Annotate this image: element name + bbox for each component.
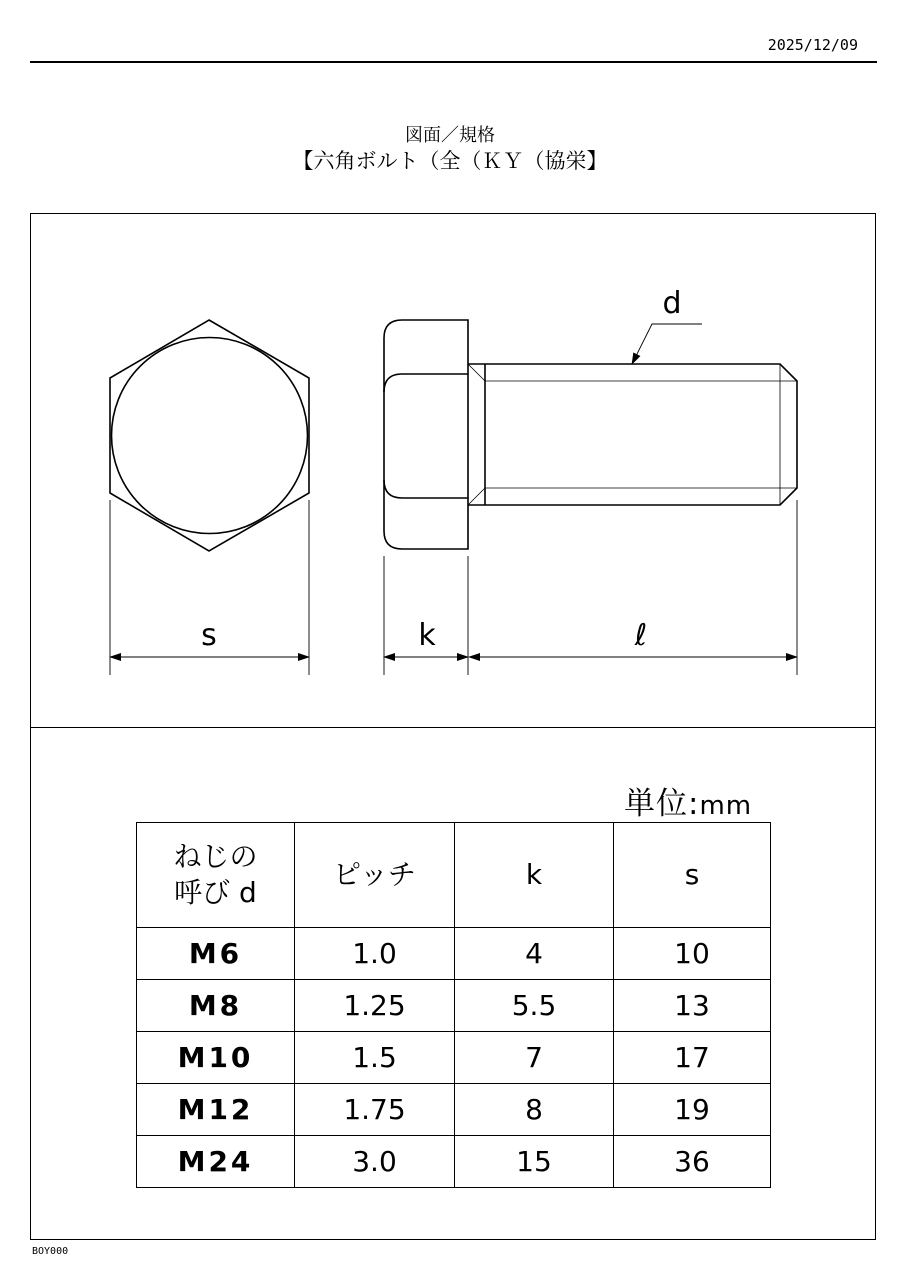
unit-label — [624, 778, 752, 823]
cell-pitch: 1.25 — [295, 980, 455, 1032]
cell-s: 36 — [614, 1136, 771, 1188]
d-leader-line — [632, 324, 702, 364]
table-row — [137, 1136, 771, 1188]
cell-size: M6 — [137, 928, 295, 980]
cell-s: 10 — [614, 928, 771, 980]
cell-s: 17 — [614, 1032, 771, 1084]
header-s: s — [614, 823, 771, 928]
cell-pitch: 1.5 — [295, 1032, 455, 1084]
cell-size: M12 — [137, 1084, 295, 1136]
document-code: BOY000 — [32, 1246, 69, 1257]
cell-k: 7 — [455, 1032, 614, 1084]
hex-face-lower — [384, 480, 468, 498]
bolt-shank — [468, 364, 797, 505]
cell-size: M8 — [137, 980, 295, 1032]
bearing-face-circle — [112, 338, 308, 534]
label-k: k — [418, 618, 436, 653]
thread-start-bottom — [468, 488, 485, 505]
header-size-line1: ねじの — [173, 840, 258, 873]
thread-start-top — [468, 364, 485, 381]
label-l: ℓ — [634, 618, 648, 653]
cell-k: 8 — [455, 1084, 614, 1136]
header-pitch: ピッチ — [295, 823, 455, 928]
cell-k: 15 — [455, 1136, 614, 1188]
hex-head-side-view — [384, 320, 468, 549]
cell-k: 4 — [455, 928, 614, 980]
table-row — [137, 928, 771, 980]
cell-size: M10 — [137, 1032, 295, 1084]
unit-prefix: 単位: — [624, 786, 700, 822]
cell-s: 19 — [614, 1084, 771, 1136]
cell-size: M24 — [137, 1136, 295, 1188]
header-size-line2: 呼び d — [174, 876, 257, 909]
label-s: s — [201, 618, 217, 653]
table-row — [137, 1084, 771, 1136]
cell-k: 5.5 — [455, 980, 614, 1032]
cell-pitch: 1.0 — [295, 928, 455, 980]
table-row — [137, 1032, 771, 1084]
header-k: k — [455, 823, 614, 928]
hex-head-front-view — [110, 320, 309, 551]
product-title: 【六角ボルト（全（ＫＹ（協栄】 — [292, 149, 608, 173]
cell-s: 13 — [614, 980, 771, 1032]
hex-face-upper — [384, 374, 468, 392]
label-d: d — [662, 286, 682, 321]
table-header-row — [137, 823, 771, 928]
table-row — [137, 980, 771, 1032]
document-title: 図面／規格 — [405, 125, 495, 146]
cell-pitch: 1.75 — [295, 1084, 455, 1136]
unit-value: mm — [699, 791, 753, 821]
header-size — [137, 823, 295, 928]
cell-pitch: 3.0 — [295, 1136, 455, 1188]
spec-table — [136, 822, 771, 1188]
document-date: 2025/12/09 — [767, 36, 858, 54]
